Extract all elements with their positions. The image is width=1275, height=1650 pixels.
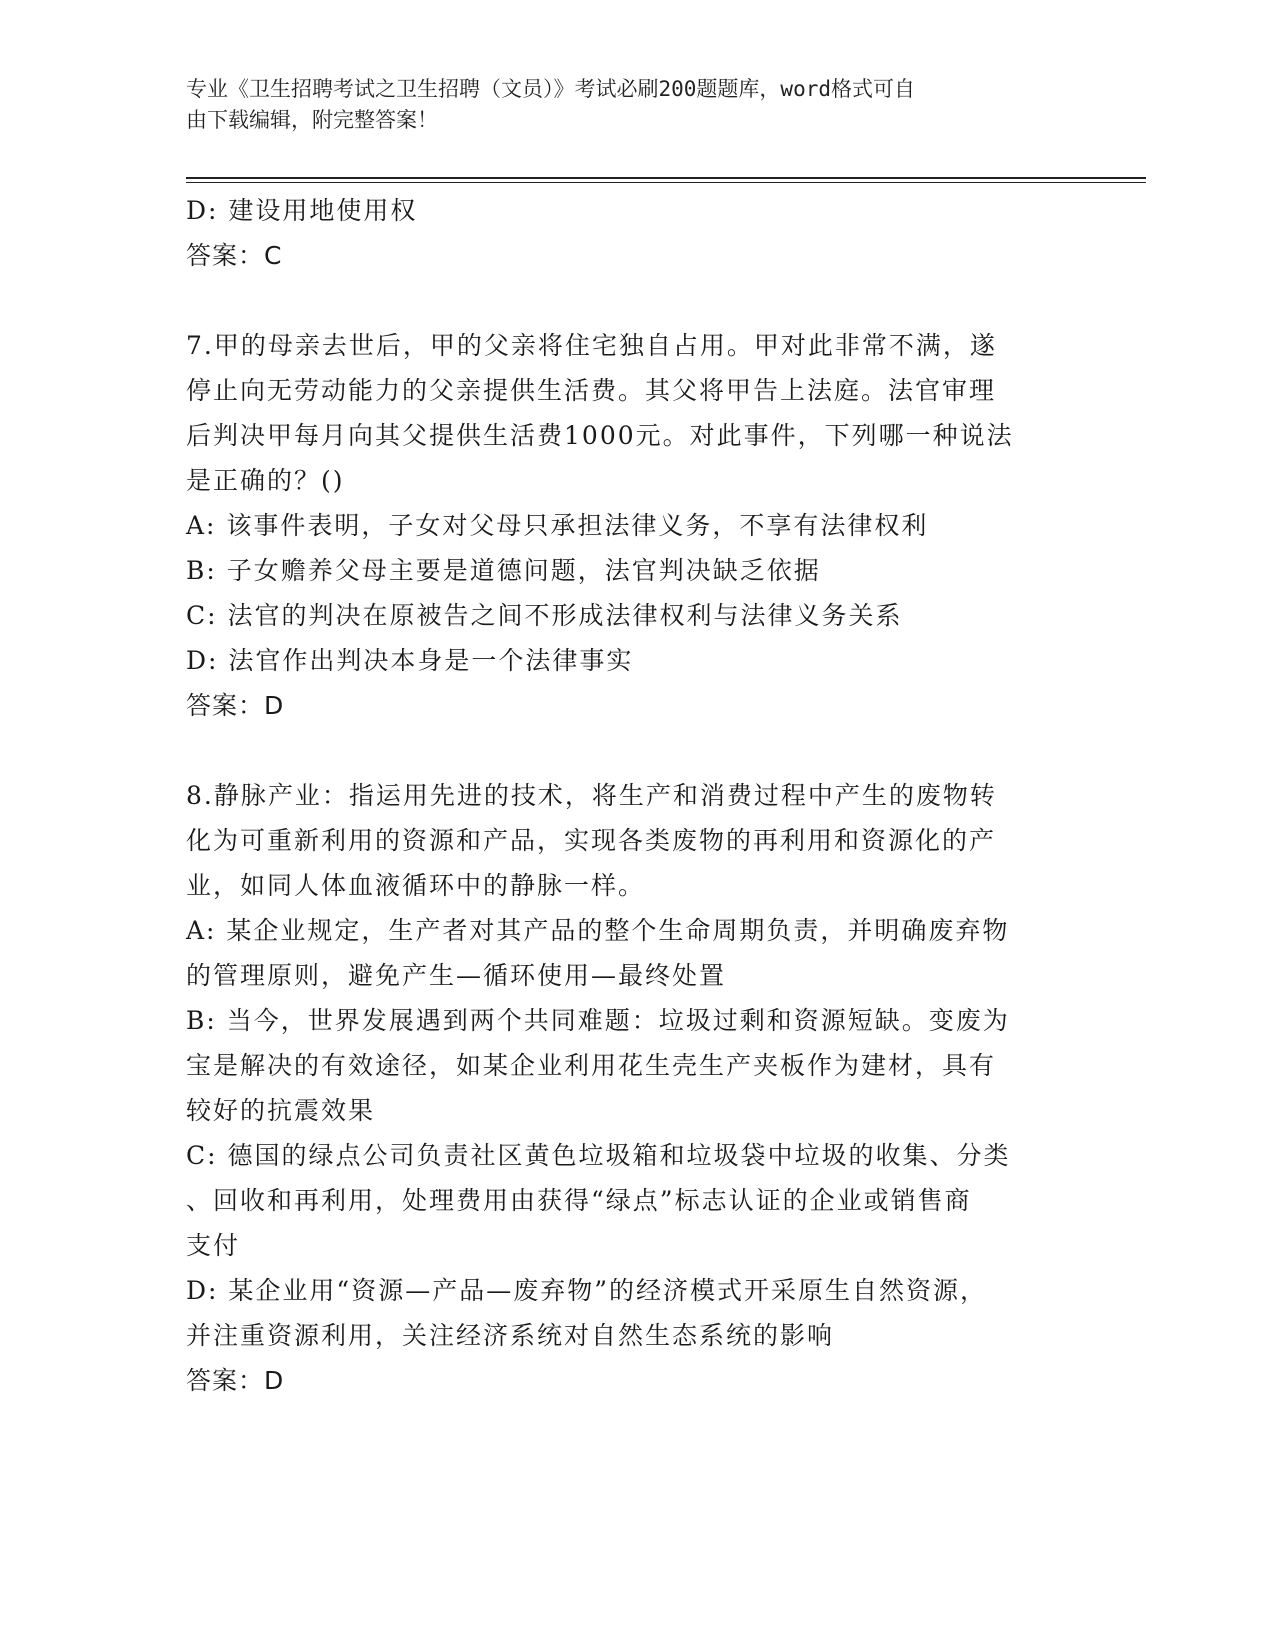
question-8 (186, 773, 1076, 1403)
question-7 (186, 323, 1076, 728)
header-divider (186, 177, 1146, 179)
spacer (186, 278, 1076, 323)
header-line: 专业《卫生招聘考试之卫生招聘（文员）》考试必刷200题题库，word格式可自 (186, 77, 915, 101)
page-header (186, 74, 1066, 136)
previous-question-tail (186, 188, 1076, 278)
question-stem-line: 后判决甲每月向其父提供生活费1000元。对此事件，下列哪一种说法 (186, 421, 1014, 450)
option-a-cont: 的管理原则，避免产生—循环使用—最终处置 (186, 961, 727, 990)
header-divider-thin (186, 182, 1146, 183)
option-c-cont: 支付 (186, 1231, 241, 1260)
option-b: B: 子女赡养父母主要是道德问题，法官判决缺乏依据 (186, 556, 821, 585)
option-b-cont: 宝是解决的有效途径，如某企业利用花生壳生产夹板作为建材，具有 (186, 1051, 997, 1080)
question-stem-line: 7.甲的母亲去世后，甲的父亲将住宅独自占用。甲对此非常不满，遂 (186, 331, 997, 360)
question-stem-line: 是正确的？() (186, 466, 345, 495)
question-stem-line: 化为可重新利用的资源和产品，实现各类废物的再利用和资源化的产 (186, 826, 997, 855)
question-content (186, 188, 1076, 1403)
option-d: D: 建设用地使用权 (186, 196, 418, 225)
option-d: D: 法官作出判决本身是一个法律事实 (186, 646, 634, 675)
answer-line: 答案：C (186, 241, 283, 270)
question-stem-line: 业，如同人体血液循环中的静脉一样。 (186, 871, 646, 900)
question-stem-line: 8.静脉产业：指运用先进的技术，将生产和消费过程中产生的废物转 (186, 781, 997, 810)
option-c-cont: 、回收和再利用，处理费用由获得“绿点”标志认证的企业或销售商 (186, 1186, 972, 1215)
answer-line: 答案：D (186, 1366, 285, 1395)
option-b: B: 当今，世界发展遇到两个共同难题：垃圾过剩和资源短缺。变废为 (186, 1006, 1010, 1035)
option-c: C: 德国的绿点公司负责社区黄色垃圾箱和垃圾袋中垃圾的收集、分类 (186, 1141, 1011, 1170)
option-d-cont: 并注重资源利用，关注经济系统对自然生态系统的影响 (186, 1321, 835, 1350)
option-d: D: 某企业用“资源—产品—废弃物”的经济模式开采原生自然资源， (186, 1276, 987, 1305)
option-a: A: 该事件表明，子女对父母只承担法律义务，不享有法律权利 (186, 511, 929, 540)
option-c: C: 法官的判决在原被告之间不形成法律权利与法律义务关系 (186, 601, 903, 630)
header-line: 由下载编辑，附完整答案！ (186, 108, 438, 132)
option-b-cont: 较好的抗震效果 (186, 1096, 376, 1125)
spacer (186, 728, 1076, 773)
answer-line: 答案：D (186, 691, 285, 720)
option-a: A: 某企业规定，生产者对其产品的整个生命周期负责，并明确废弃物 (186, 916, 1010, 945)
question-stem-line: 停止向无劳动能力的父亲提供生活费。其父将甲告上法庭。法官审理 (186, 376, 997, 405)
